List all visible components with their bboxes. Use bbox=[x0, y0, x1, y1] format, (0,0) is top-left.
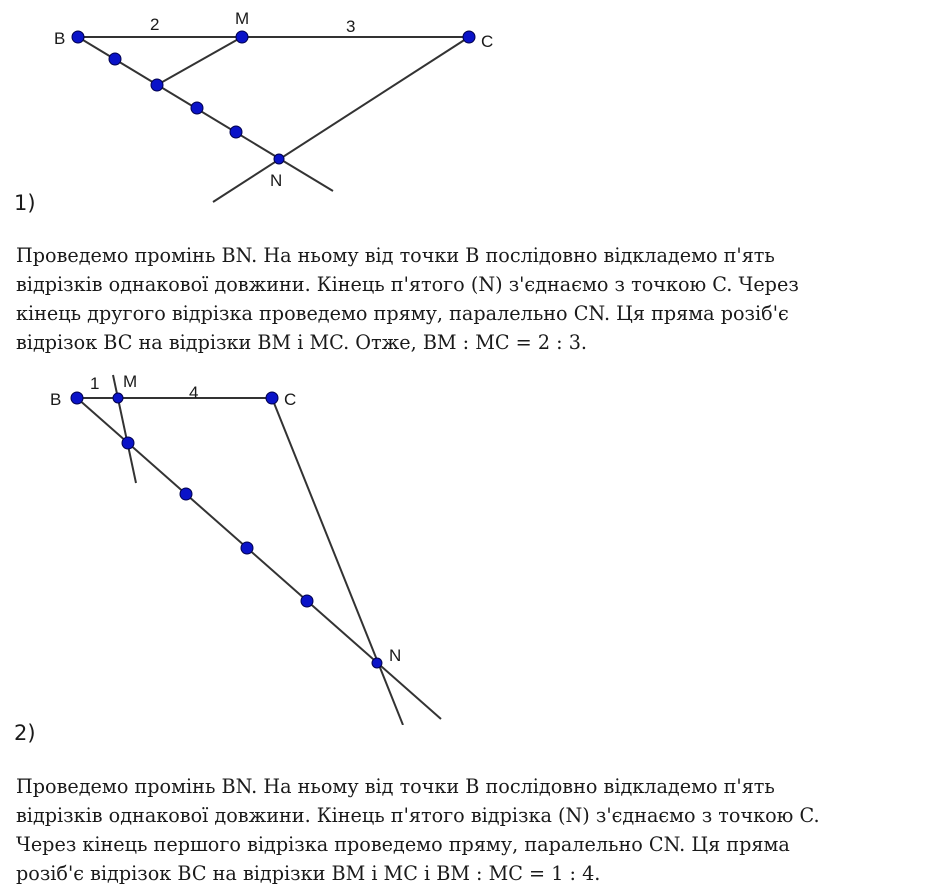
paragraph-1-line: кінець другого відрізка проведемо пряму, паралельно CN. Ця пряма розіб'є bbox=[16, 302, 789, 325]
point-n bbox=[372, 658, 382, 668]
label-b: B bbox=[54, 29, 66, 48]
division-point-1 bbox=[109, 53, 121, 65]
label-mc-length: 4 bbox=[189, 383, 199, 402]
point-b bbox=[72, 31, 84, 43]
point-b bbox=[71, 392, 83, 404]
division-point-4 bbox=[230, 126, 242, 138]
paragraph-1-line: відрізків однакової довжини. Кінець п'ятого (N) з'єднаємо з точкою C. Через bbox=[16, 273, 799, 296]
label-c: C bbox=[481, 32, 494, 51]
line-cn bbox=[272, 398, 403, 725]
division-point-3 bbox=[191, 102, 203, 114]
label-n: N bbox=[389, 646, 402, 665]
division-point-2 bbox=[151, 79, 163, 91]
figure-1-construction bbox=[0, 0, 930, 220]
point-c bbox=[266, 392, 278, 404]
division-point-1 bbox=[122, 437, 134, 449]
division-point-2 bbox=[180, 488, 192, 500]
paragraph-2 bbox=[16, 772, 921, 888]
label-bm-length: 1 bbox=[90, 374, 100, 393]
paragraph-1 bbox=[16, 241, 921, 357]
point-m bbox=[113, 393, 123, 403]
label-bm-length: 2 bbox=[150, 15, 160, 34]
label-mc-length: 3 bbox=[346, 17, 356, 36]
paragraph-2-line: відрізків однакової довжини. Кінець п'ятого відрізка (N) з'єднаємо з точкою C. bbox=[16, 804, 820, 827]
point-n bbox=[274, 154, 284, 164]
label-b: B bbox=[50, 390, 62, 409]
label-n: N bbox=[270, 171, 283, 190]
paragraph-1-line: Проведемо промінь BN. На ньому від точки B послідовно відкладемо п'ять bbox=[16, 244, 775, 267]
figure-2-construction bbox=[0, 365, 930, 725]
figure-1-caption: 1) bbox=[14, 191, 36, 215]
paragraph-1-line: відрізок BC на відрізки BM і MC. Отже, BM : MC = 2 : 3. bbox=[16, 331, 588, 354]
point-c bbox=[463, 31, 475, 43]
point-m bbox=[236, 31, 248, 43]
figure-2-caption: 2) bbox=[14, 721, 36, 745]
paragraph-2-line: Через кінець першого відрізка проведемо пряму, паралельно CN. Ця пряма bbox=[16, 833, 790, 856]
label-m: M bbox=[235, 9, 250, 28]
parallel-line-to-m bbox=[157, 37, 242, 85]
paragraph-2-line: розіб'є відрізок BC на відрізки BM і MC і BM : MC = 1 : 4. bbox=[16, 862, 601, 885]
division-point-4 bbox=[301, 595, 313, 607]
paragraph-2-line: Проведемо промінь BN. На ньому від точки B послідовно відкладемо п'ять bbox=[16, 775, 775, 798]
label-m: M bbox=[123, 372, 138, 391]
division-point-3 bbox=[241, 542, 253, 554]
parallel-line-to-m bbox=[113, 375, 136, 483]
line-cn bbox=[213, 37, 469, 202]
label-c: C bbox=[284, 390, 297, 409]
